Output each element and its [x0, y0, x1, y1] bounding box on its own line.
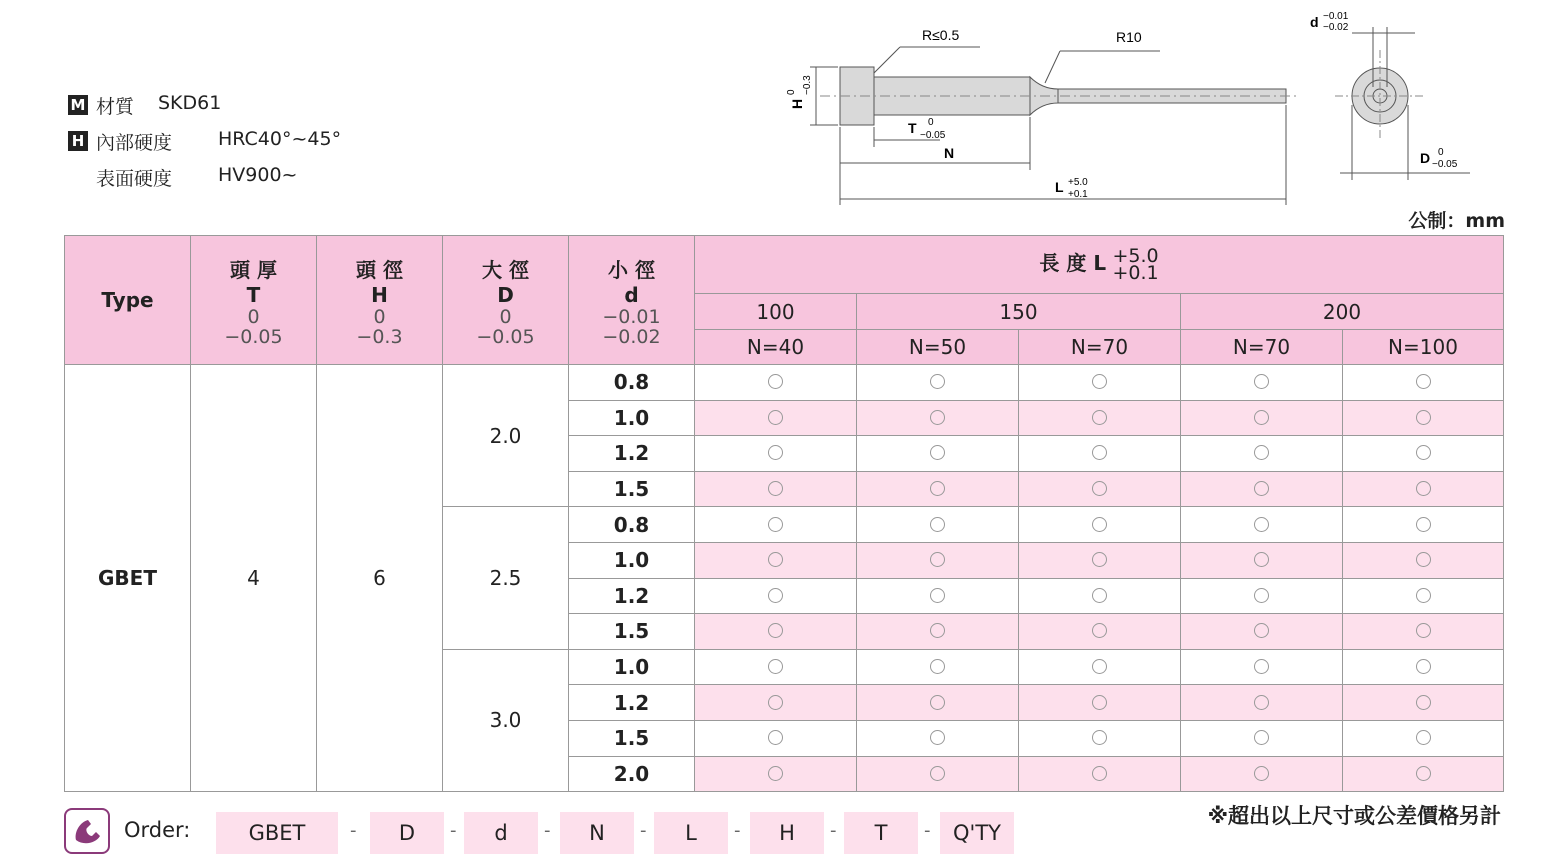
- material-value: SKD61: [158, 92, 222, 114]
- available-mark: [1416, 517, 1431, 532]
- availability-cell: [1181, 756, 1343, 792]
- d-value-cell: 1.5: [569, 720, 695, 756]
- available-mark: [1416, 766, 1431, 781]
- available-mark: [1254, 374, 1269, 389]
- availability-cell: [1019, 578, 1181, 614]
- available-mark: [1254, 552, 1269, 567]
- available-mark: [768, 730, 783, 745]
- t-tol-bottom: −0.05: [920, 130, 946, 141]
- header-n-1: N=40: [695, 330, 857, 365]
- available-mark: [1254, 588, 1269, 603]
- header-length: 長 度 L +5.0 +0.1: [695, 236, 1504, 294]
- d-value-cell: 2.0: [569, 756, 695, 792]
- availability-cell: [695, 578, 857, 614]
- r-small-label: R≤0.5: [922, 27, 960, 43]
- h-tol-top: 0: [786, 89, 797, 95]
- order-field-H: H: [750, 812, 824, 854]
- available-mark: [1254, 623, 1269, 638]
- availability-cell: [857, 436, 1019, 472]
- availability-cell: [1343, 685, 1504, 721]
- available-mark: [1416, 623, 1431, 638]
- availability-cell: [857, 649, 1019, 685]
- d-value-cell: 1.2: [569, 436, 695, 472]
- available-mark: [1092, 659, 1107, 674]
- surface-hardness-value: HV900~: [218, 164, 298, 186]
- availability-cell: [857, 685, 1019, 721]
- available-mark: [1092, 374, 1107, 389]
- available-mark: [768, 695, 783, 710]
- l-dim-label: L: [1055, 179, 1064, 195]
- availability-cell: [1343, 649, 1504, 685]
- type-cell: GBET: [65, 365, 191, 792]
- availability-cell: [1019, 436, 1181, 472]
- d-value-cell: 0.8: [569, 365, 695, 401]
- order-format: [64, 808, 1064, 856]
- order-sep: -: [734, 820, 741, 841]
- available-mark: [1416, 445, 1431, 460]
- available-mark: [768, 766, 783, 781]
- available-mark: [768, 517, 783, 532]
- availability-cell: [695, 685, 857, 721]
- available-mark: [930, 730, 945, 745]
- l-tol-top: +5.0: [1068, 177, 1088, 188]
- availability-cell: [857, 720, 1019, 756]
- availability-cell: [1343, 720, 1504, 756]
- available-mark: [930, 481, 945, 496]
- availability-cell: [1343, 400, 1504, 436]
- available-mark: [1254, 517, 1269, 532]
- d-value-cell: 1.2: [569, 685, 695, 721]
- availability-cell: [1343, 507, 1504, 543]
- D-group-cell: 3.0: [443, 649, 569, 791]
- d-small-tol-bottom: −0.02: [1323, 22, 1349, 33]
- availability-cell: [1343, 471, 1504, 507]
- hardness-badge: H: [68, 131, 88, 151]
- order-field-T: T: [844, 812, 918, 854]
- available-mark: [1092, 517, 1107, 532]
- available-mark: [930, 552, 945, 567]
- available-mark: [1254, 445, 1269, 460]
- available-mark: [1416, 374, 1431, 389]
- availability-cell: [1181, 720, 1343, 756]
- availability-cell: [695, 614, 857, 650]
- availability-cell: [1019, 507, 1181, 543]
- availability-cell: [857, 614, 1019, 650]
- t-tol-top: 0: [928, 117, 934, 128]
- order-field-type: GBET: [216, 812, 338, 854]
- availability-cell: [1343, 614, 1504, 650]
- availability-cell: [857, 471, 1019, 507]
- available-mark: [1254, 730, 1269, 745]
- spec-table: [64, 235, 1504, 792]
- table-row: [65, 365, 1504, 401]
- order-sep: -: [924, 820, 931, 841]
- available-mark: [1254, 659, 1269, 674]
- t-value-cell: 4: [191, 365, 317, 792]
- available-mark: [1254, 695, 1269, 710]
- d-small-label: d: [1310, 14, 1319, 30]
- available-mark: [1092, 481, 1107, 496]
- available-mark: [1416, 659, 1431, 674]
- available-mark: [1416, 410, 1431, 425]
- order-label: Order:: [124, 818, 191, 842]
- order-sep: -: [350, 820, 357, 841]
- d-big-tol-bottom: −0.05: [1432, 159, 1458, 170]
- order-field-L: L: [654, 812, 728, 854]
- availability-cell: [1019, 756, 1181, 792]
- availability-cell: [695, 542, 857, 578]
- available-mark: [768, 410, 783, 425]
- available-mark: [768, 623, 783, 638]
- d-small-tol-top: −0.01: [1323, 11, 1349, 22]
- available-mark: [930, 374, 945, 389]
- availability-cell: [1181, 400, 1343, 436]
- availability-cell: [857, 542, 1019, 578]
- available-mark: [1092, 588, 1107, 603]
- availability-cell: [1019, 400, 1181, 436]
- order-field-d: d: [464, 812, 538, 854]
- header-n-4: N=70: [1181, 330, 1343, 365]
- available-mark: [768, 374, 783, 389]
- d-value-cell: 1.0: [569, 649, 695, 685]
- r-large-label: R10: [1116, 29, 1142, 45]
- available-mark: [768, 481, 783, 496]
- order-sep: -: [830, 820, 837, 841]
- availability-cell: [1019, 365, 1181, 401]
- ejector-pin-drawing: [780, 5, 1500, 210]
- header-large-diameter: 大 徑 D 0 −0.05: [443, 236, 569, 365]
- availability-cell: [1019, 471, 1181, 507]
- availability-cell: [695, 471, 857, 507]
- l-tol-bottom: +0.1: [1068, 189, 1088, 200]
- d-big-tol-top: 0: [1438, 147, 1444, 158]
- header-head-thickness: 頭 厚 T 0 −0.05: [191, 236, 317, 365]
- available-mark: [1254, 410, 1269, 425]
- availability-cell: [1019, 685, 1181, 721]
- availability-cell: [695, 400, 857, 436]
- availability-cell: [857, 400, 1019, 436]
- h-value-cell: 6: [317, 365, 443, 792]
- available-mark: [1254, 481, 1269, 496]
- available-mark: [1092, 445, 1107, 460]
- availability-cell: [1343, 542, 1504, 578]
- d-value-cell: 1.0: [569, 400, 695, 436]
- availability-cell: [1181, 614, 1343, 650]
- available-mark: [768, 588, 783, 603]
- unit-label: 公制：mm: [1408, 210, 1505, 232]
- available-mark: [930, 445, 945, 460]
- surface-hardness-label: 表面硬度: [96, 168, 173, 190]
- available-mark: [1092, 623, 1107, 638]
- available-mark: [1092, 552, 1107, 567]
- h-tol-bottom: −0.3: [802, 75, 813, 95]
- n-dim-label: N: [944, 145, 955, 161]
- header-type: Type: [65, 236, 191, 365]
- availability-cell: [857, 756, 1019, 792]
- order-field-D: D: [370, 812, 444, 854]
- available-mark: [1416, 481, 1431, 496]
- D-group-cell: 2.5: [443, 507, 569, 649]
- available-mark: [930, 517, 945, 532]
- header-length-100: 100: [695, 294, 857, 330]
- material-label: 材質: [96, 96, 135, 118]
- availability-cell: [1019, 720, 1181, 756]
- available-mark: [1092, 730, 1107, 745]
- header-head-diameter: 頭 徑 H 0 −0.3: [317, 236, 443, 365]
- availability-cell: [1181, 649, 1343, 685]
- availability-cell: [857, 507, 1019, 543]
- header-length-150: 150: [857, 294, 1181, 330]
- header-length-200: 200: [1181, 294, 1504, 330]
- availability-cell: [695, 365, 857, 401]
- availability-cell: [1181, 685, 1343, 721]
- availability-cell: [695, 756, 857, 792]
- available-mark: [930, 410, 945, 425]
- availability-cell: [1343, 436, 1504, 472]
- available-mark: [930, 588, 945, 603]
- available-mark: [930, 623, 945, 638]
- available-mark: [1092, 695, 1107, 710]
- availability-cell: [1343, 578, 1504, 614]
- order-sep: -: [544, 820, 551, 841]
- availability-cell: [1181, 471, 1343, 507]
- availability-cell: [1181, 507, 1343, 543]
- t-dim-label: T: [908, 120, 917, 136]
- order-sep: -: [450, 820, 457, 841]
- availability-cell: [1181, 365, 1343, 401]
- availability-cell: [1019, 649, 1181, 685]
- available-mark: [1416, 730, 1431, 745]
- material-badge: M: [68, 95, 88, 115]
- available-mark: [1416, 552, 1431, 567]
- availability-cell: [1181, 578, 1343, 614]
- pricing-note: ※超出以上尺寸或公差價格另計: [1207, 804, 1501, 828]
- available-mark: [930, 659, 945, 674]
- availability-cell: [1343, 365, 1504, 401]
- d-value-cell: 0.8: [569, 507, 695, 543]
- availability-cell: [1019, 542, 1181, 578]
- availability-cell: [1181, 436, 1343, 472]
- header-n-3: N=70: [1019, 330, 1181, 365]
- h-dim-label: H: [789, 98, 805, 109]
- available-mark: [1254, 766, 1269, 781]
- availability-cell: [857, 578, 1019, 614]
- availability-cell: [695, 436, 857, 472]
- order-field-qty: Q'TY: [940, 812, 1014, 854]
- available-mark: [930, 695, 945, 710]
- available-mark: [1416, 695, 1431, 710]
- inner-hardness-label: 內部硬度: [96, 132, 173, 154]
- D-group-cell: 2.0: [443, 365, 569, 507]
- inner-hardness-value: HRC40°~45°: [218, 128, 342, 150]
- available-mark: [930, 766, 945, 781]
- d-value-cell: 1.5: [569, 471, 695, 507]
- header-small-diameter: 小 徑 d −0.01 −0.02: [569, 236, 695, 365]
- d-value-cell: 1.5: [569, 614, 695, 650]
- available-mark: [1092, 410, 1107, 425]
- available-mark: [768, 659, 783, 674]
- phone-order-icon: [64, 808, 110, 854]
- header-n-5: N=100: [1343, 330, 1504, 365]
- availability-cell: [695, 507, 857, 543]
- available-mark: [768, 552, 783, 567]
- available-mark: [1416, 588, 1431, 603]
- availability-cell: [695, 649, 857, 685]
- available-mark: [768, 445, 783, 460]
- order-sep: -: [640, 820, 647, 841]
- availability-cell: [1019, 614, 1181, 650]
- order-field-N: N: [560, 812, 634, 854]
- d-value-cell: 1.2: [569, 578, 695, 614]
- d-big-label: D: [1420, 150, 1431, 166]
- availability-cell: [1343, 756, 1504, 792]
- header-n-2: N=50: [857, 330, 1019, 365]
- d-value-cell: 1.0: [569, 542, 695, 578]
- pin-tip: [1058, 89, 1286, 103]
- availability-cell: [857, 365, 1019, 401]
- available-mark: [1092, 766, 1107, 781]
- availability-cell: [695, 720, 857, 756]
- availability-cell: [1181, 542, 1343, 578]
